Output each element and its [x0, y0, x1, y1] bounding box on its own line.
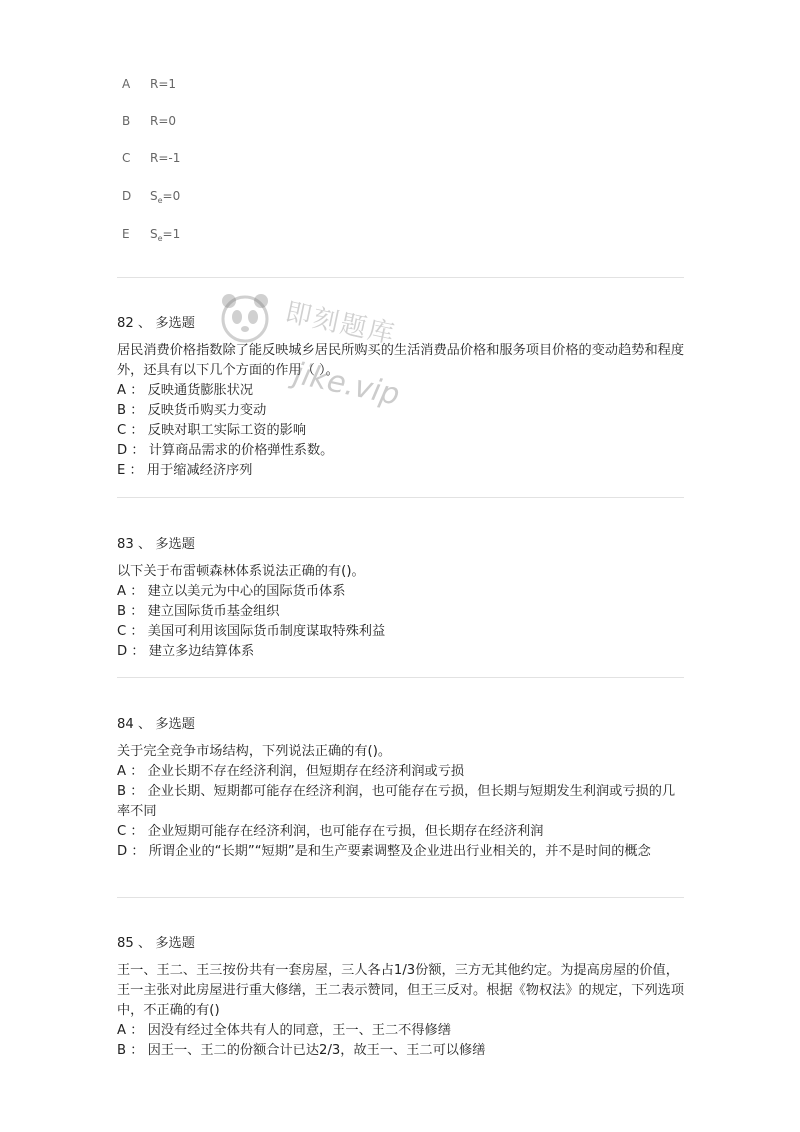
option-value: $S_e=1$: [150, 227, 181, 243]
option-b[interactable]: B ： 反映货币购买力变动: [117, 403, 267, 418]
watermark-text-cn: 即刻题库: [282, 297, 399, 351]
prev-option-a: [122, 77, 176, 97]
option-letter: D: [122, 189, 132, 203]
divider: [117, 497, 684, 498]
option-c[interactable]: C ： 企业短期可能存在经济利润，也可能存在亏损，但长期存在经济利润: [117, 824, 544, 839]
prev-option-d: [122, 189, 180, 209]
option-b[interactable]: B ： 因王一、王二的份额合计已达2/3，故王一、王二可以修缮: [117, 1043, 486, 1058]
question-header: 83 、 多选题: [117, 537, 195, 552]
question-82: [117, 314, 687, 481]
option-c[interactable]: C ： 反映对职工实际工资的影响: [117, 423, 307, 438]
option-value: R=-1: [150, 151, 181, 165]
option-letter: C: [122, 151, 131, 165]
option-a[interactable]: A ： 建立以美元为中心的国际货币体系: [117, 584, 346, 599]
option-value: $S_e=0$: [150, 189, 181, 205]
question-85: [117, 934, 687, 1061]
prev-option-b: [122, 114, 176, 134]
question-84: [117, 715, 687, 862]
question-header: 85 、 多选题: [117, 936, 195, 951]
option-d[interactable]: D ： 所谓企业的“长期”“短期”是和生产要素调整及企业进出行业相关的，并不是时间的概念: [117, 844, 651, 859]
question-83: [117, 535, 687, 662]
option-a[interactable]: A ： 反映通货膨胀状况: [117, 383, 254, 398]
watermark-text-en: jike.vip: [290, 356, 403, 413]
option-letter: E: [122, 227, 130, 241]
option-letter: B: [122, 114, 131, 128]
question-stem: 王一、王二、王三按份共有一套房屋，三人各占1/3份额，三方无其他约定。为提高房屋的价值，王一主张对此房屋进行重大修缮，王二表示赞同，但王三反对。根据《物权法》的规定，下列选项中，不正确的有(): [117, 963, 685, 1018]
option-value: R=0: [150, 114, 177, 128]
option-d[interactable]: D ： 计算商品需求的价格弹性系数。: [117, 443, 334, 458]
option-b[interactable]: B ： 建立国际货币基金组织: [117, 604, 280, 619]
option-c[interactable]: C ： 美国可利用该国际货币制度谋取特殊利益: [117, 624, 386, 639]
question-header: 82 、 多选题: [117, 316, 195, 331]
prev-option-c: [122, 151, 180, 171]
option-value: R=1: [150, 77, 177, 91]
question-header: 84 、 多选题: [117, 717, 195, 732]
question-stem: 居民消费价格指数除了能反映城乡居民所购买的生活消费品价格和服务项目价格的变动趋势和程度外，还具有以下几个方面的作用（ ）。: [117, 343, 685, 378]
question-stem: 关于完全竞争市场结构，下列说法正确的有()。: [117, 744, 392, 759]
option-e[interactable]: E ： 用于缩减经济序列: [117, 463, 253, 478]
divider: [117, 677, 684, 678]
option-a[interactable]: A ： 因没有经过全体共有人的同意，王一、王二不得修缮: [117, 1023, 451, 1038]
option-d[interactable]: D ： 建立多边结算体系: [117, 644, 255, 659]
option-a[interactable]: A ： 企业长期不存在经济利润，但短期存在经济利润或亏损: [117, 764, 465, 779]
option-b[interactable]: B ： 企业长期、短期都可能存在经济利润，也可能存在亏损，但长期与短期发生利润或亏损的几率不同: [117, 784, 676, 819]
prev-option-e: [122, 227, 180, 247]
divider: [117, 277, 684, 278]
option-letter: A: [122, 77, 131, 91]
question-stem: 以下关于布雷顿森林体系说法正确的有()。: [117, 564, 365, 579]
divider: [117, 897, 684, 898]
